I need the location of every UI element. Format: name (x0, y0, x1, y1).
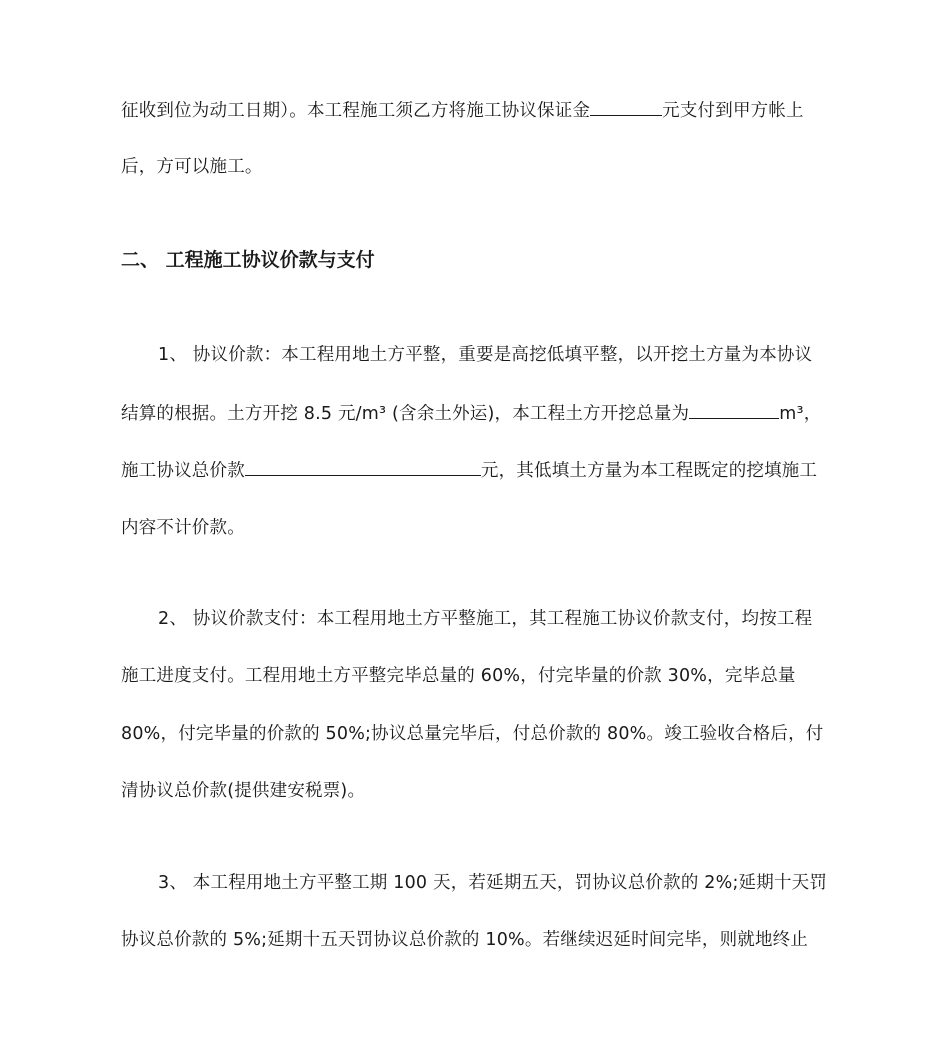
clause3-line-2: 协议总价款的 5%;延期十五天罚协议总价款的 10%。若继续迟延时间完毕，则就地终止 (121, 930, 809, 950)
clause2-line-1: 2、 协议价款支付：本工程用地土方平整施工，其工程施工协议价款支付，均按工程 (158, 609, 813, 629)
intro-text-b: 元支付到甲方帐上 (662, 101, 804, 121)
excavation-volume-blank (689, 401, 779, 419)
clause2-line-4: 清协议总价款(提供建安税票)。 (121, 781, 366, 801)
intro-line-1 (121, 98, 804, 123)
clause1-line-4: 内容不计价款。 (121, 518, 245, 538)
clause1-text-a: 结算的根据。土方开挖 8.5 元/m³ (含余土外运)，本工程土方开挖总量为 (121, 404, 690, 424)
clause1-text-d: 元，其低填土方量为本工程既定的挖填施工 (480, 461, 818, 481)
total-price-blank (245, 458, 481, 476)
clause2-line-2: 施工进度支付。工程用地土方平整完毕总量的 60%，付完毕量的价款 30%，完毕总量 (121, 666, 796, 686)
clause1-line-1: 1、 协议价款：本工程用地土方平整，重要是高挖低填平整，以开挖土方量为本协议 (158, 345, 813, 365)
deposit-amount-blank (590, 98, 662, 116)
clause1-line-2 (121, 401, 821, 426)
section-heading: 二、 工程施工协议价款与支付 (121, 249, 375, 271)
clause1-text-c: 施工协议总价款 (121, 461, 245, 481)
clause2-line-3: 80%，付完毕量的价款的 50%;协议总量完毕后，付总价款的 80%。竣工验收合格后，付 (121, 724, 824, 744)
intro-line-2: 后，方可以施工。 (121, 157, 263, 177)
clause3-line-1: 3、 本工程用地土方平整工期 100 天，若延期五天，罚协议总价款的 2%;延期十天罚 (158, 873, 828, 893)
intro-text-a: 征收到位为动工日期）。本工程施工须乙方将施工协议保证金 (121, 101, 591, 121)
clause1-line-3 (121, 458, 817, 483)
clause1-text-b: m³， (779, 404, 822, 424)
